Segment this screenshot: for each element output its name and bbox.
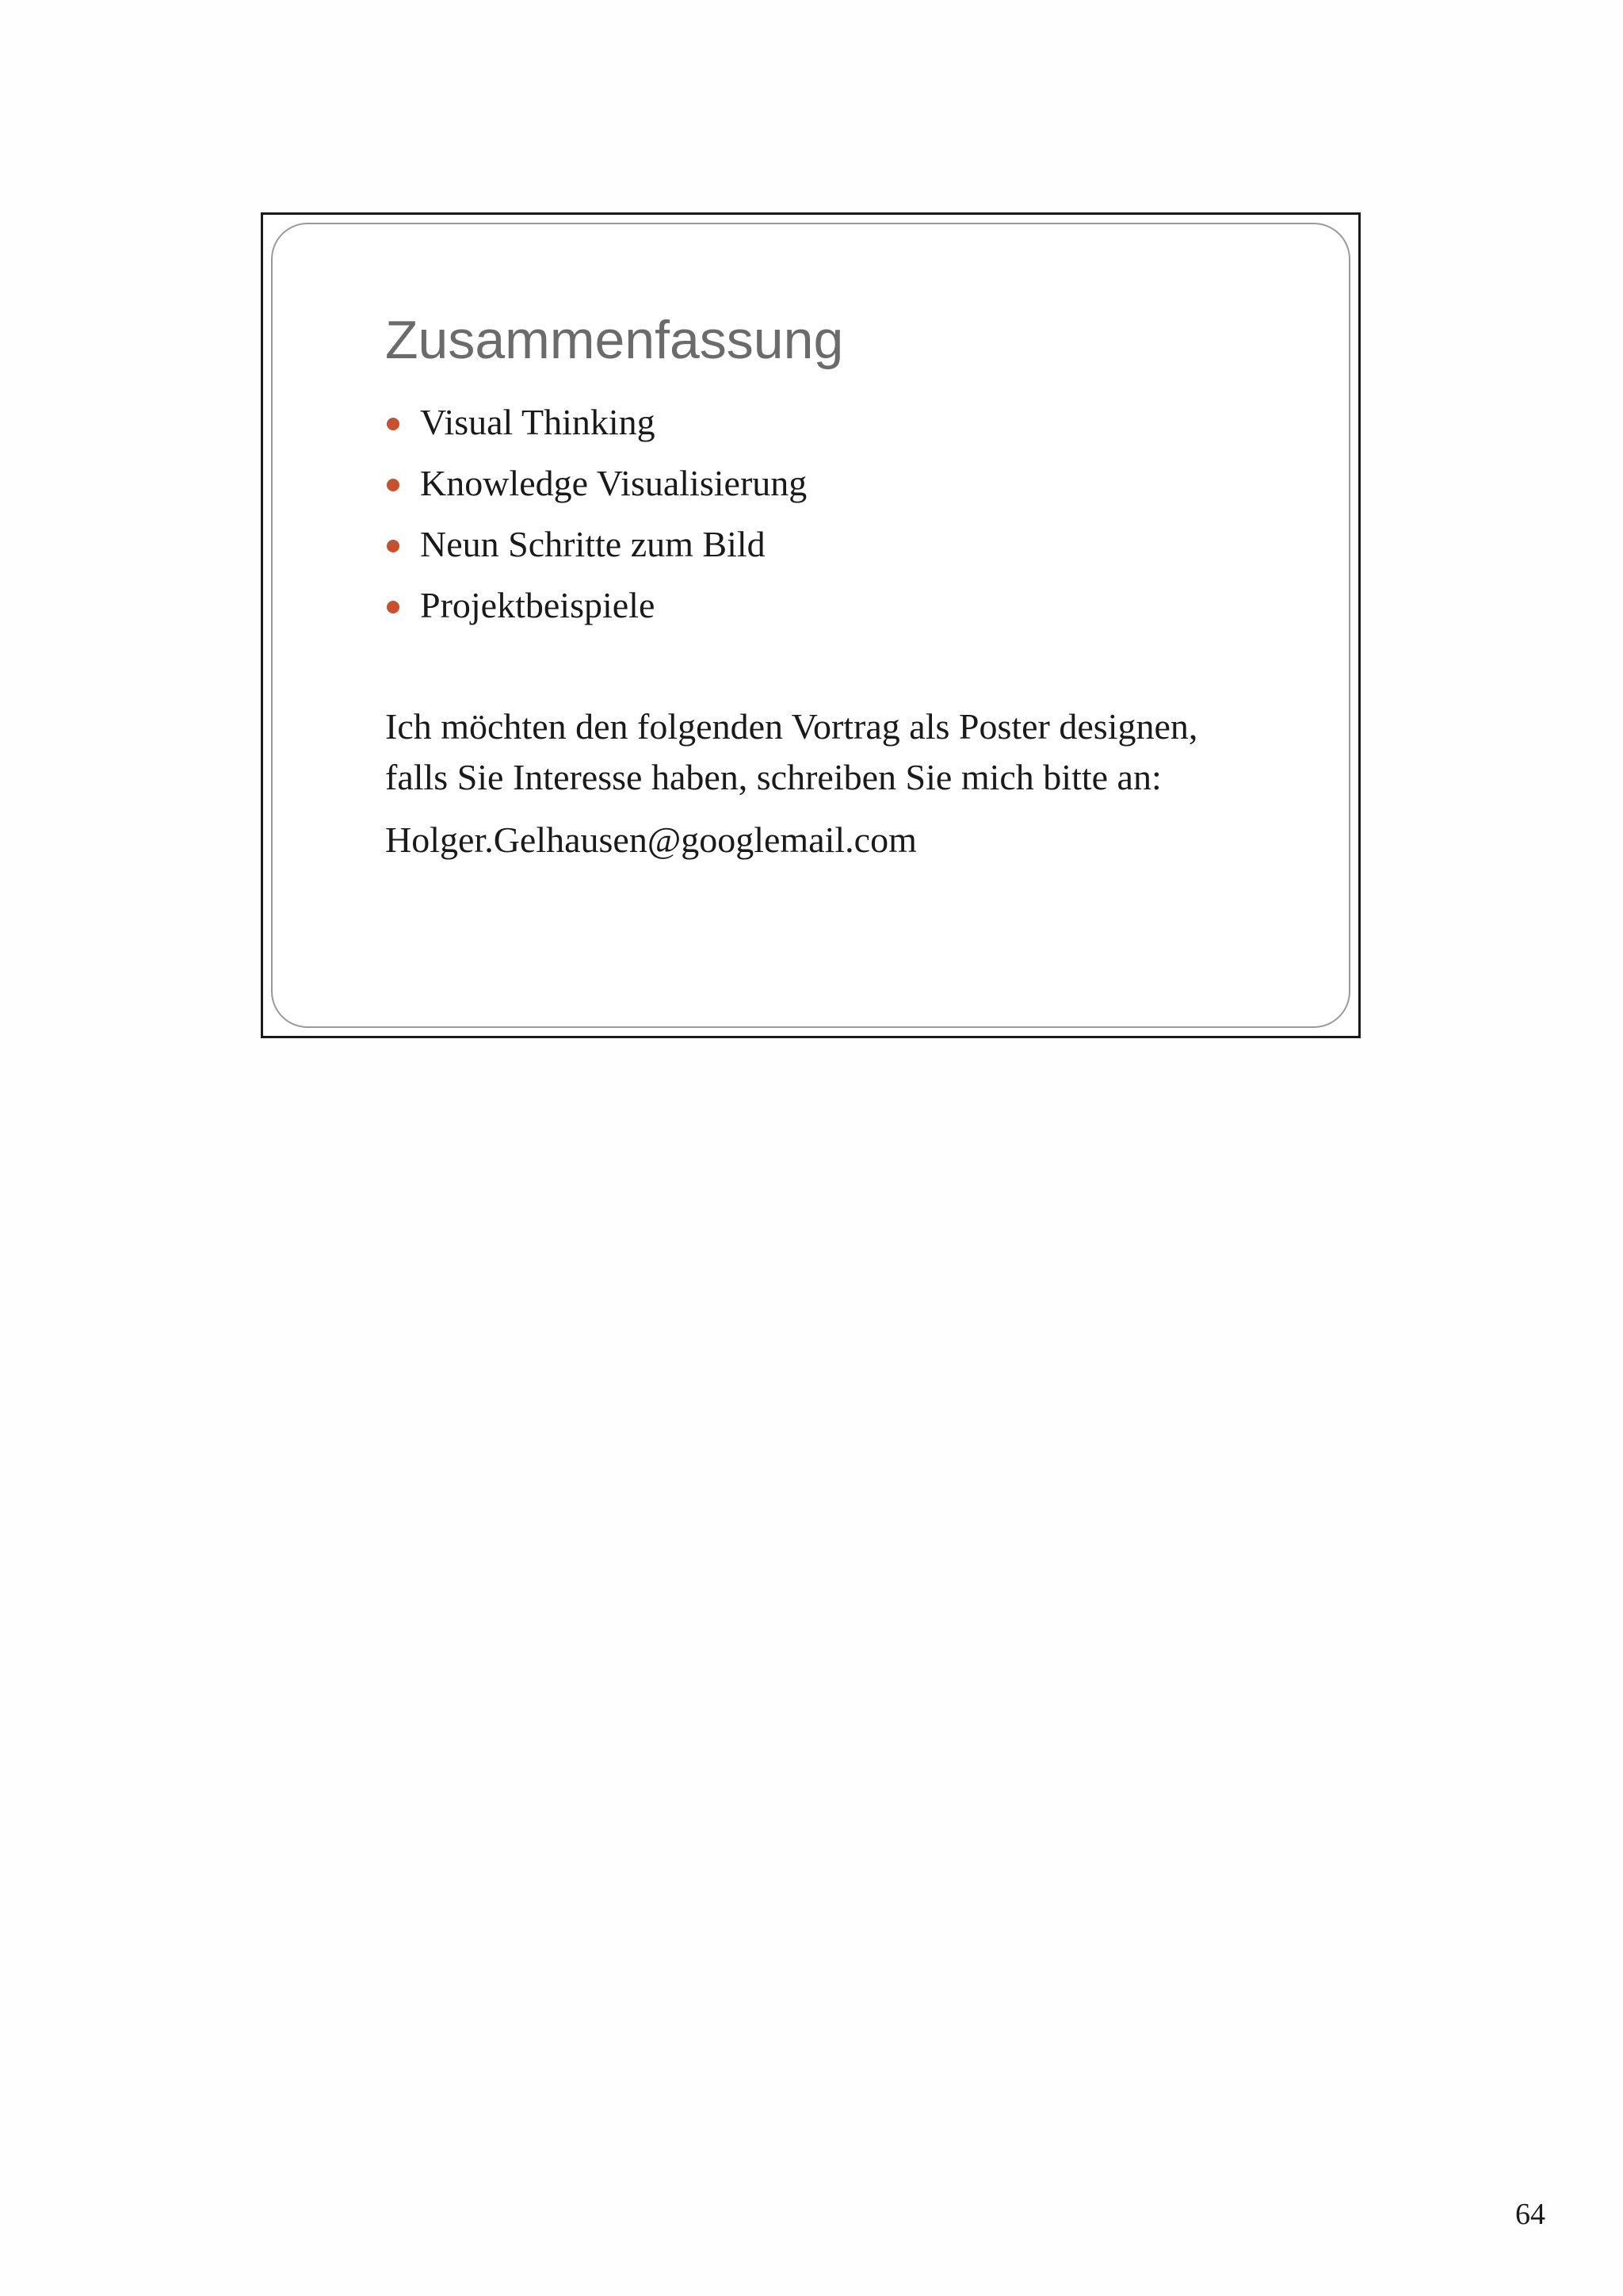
bullet-item-projektbeispiele <box>385 583 807 644</box>
bullet-label: Neun Schritte zum Bild <box>420 524 766 564</box>
bullet-item-neun-schritte <box>385 522 807 583</box>
slide-content-area <box>271 223 1350 1028</box>
poster-request-paragraph <box>385 701 1197 803</box>
bullet-dot-icon <box>387 479 399 491</box>
bullet-dot-icon <box>387 601 399 613</box>
paragraph-line: falls Sie Interesse haben, schreiben Sie mich bitte an: <box>385 757 1162 797</box>
paragraph-line: Ich möchten den folgenden Vortrag als Poster designen, <box>385 706 1198 747</box>
bullet-dot-icon <box>387 540 399 552</box>
bullet-item-visual-thinking <box>385 400 807 461</box>
bullet-dot-icon <box>387 418 399 430</box>
bullet-list <box>385 400 807 644</box>
bullet-label: Projektbeispiele <box>420 585 655 625</box>
contact-email: Holger.Gelhausen@googlemail.com <box>385 819 917 860</box>
bullet-label: Visual Thinking <box>420 402 655 442</box>
bullet-item-knowledge-visualisierung <box>385 461 807 522</box>
bullet-label: Knowledge Visualisierung <box>420 463 808 503</box>
slide-frame <box>261 212 1361 1038</box>
slide-title: Zusammenfassung <box>385 310 844 370</box>
page-number: 64 <box>1515 2198 1545 2231</box>
